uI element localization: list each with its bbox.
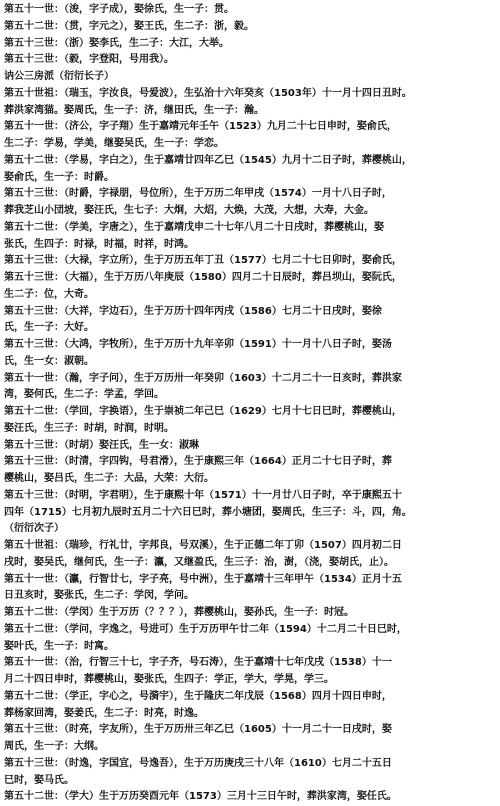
text-line: 第五十三世：（大鸿，字牧所），生于万历十九年辛卯（1591）十一月十八日子时，娶汤 xyxy=(4,339,392,350)
text-line: 第五十一世：（浚，字子成），娶徐氏，生一子：贯。 xyxy=(4,4,234,15)
text-line: 葬我芝山小団坡，娶汪氏，生七子：大炯，大炤，大焕，大茂，大想，大寿，大金。 xyxy=(4,205,374,216)
text-line: 张氏，生四子：时禄，时福，时祥，时鸿。 xyxy=(4,238,194,250)
text-line: 生二子：位，大奇。 xyxy=(4,288,94,300)
text-line: 第五十二世：（学美，字唐之），生于嘉靖戊申二十七年八月二十日戌时，葬樱桃山，娶 xyxy=(4,221,384,233)
text-line: 第五十三世：（时胡）娶汪氏，生一女：淑琳 xyxy=(4,439,199,451)
text-line: 第五十三世：（时清，字四钩，号君滑），生于康熙三年（1664）正月二十七日子时，葬 xyxy=(4,456,392,468)
text-line: 第五十二世：（贯，字元之），娶王氏，生二子：浙，毅。 xyxy=(4,20,254,32)
text-line: 第五十一世：（瀛，行智廿七，字子亮，号中洲），生于嘉靖十三年甲午（1534）正月十五 xyxy=(4,573,402,585)
genealogy-document xyxy=(4,2,496,806)
text-line: 日丑亥时，娶张氏，生二子：学闵，学问。 xyxy=(4,590,194,602)
text-line: 氏，生一女：淑朝。 xyxy=(4,355,94,367)
text-line: 巳时，娶马氏。 xyxy=(4,774,74,786)
text-line: 第五十三世：（时亮，字友所），生于万历卅三年乙巳（1605）十一月二十一日戌时，娶 xyxy=(4,724,392,736)
text-line: 湾，娶何氏，生二子：学孟，学回。 xyxy=(4,389,164,401)
text-line: 第五十一世：（治，行智三十七，字子齐，号石涛），生于嘉靖十七年戊戌（1538）十一 xyxy=(4,657,392,669)
text-line: 第五十三世：（时爵，字禄朋，号位所），生于万历二年甲戌（1574）一月十八日子时， xyxy=(4,188,392,200)
text-line: 氏，生一子：大好。 xyxy=(4,322,94,334)
text-line: 第五十世祖：（瑞珍，行礼廿，字邦良，号双溪），生于正德二年丁卯（1507）四月初二日 xyxy=(4,540,402,551)
text-line: 第五十三世：（时明，字君明），生于康熙十年（1571）十一月廿八日子时，卒于康熙五十 xyxy=(4,489,402,501)
text-line: 樱桃山，娶吕氏，生二子：大品，大荣：大衍。 xyxy=(4,473,214,484)
text-line: 第五十二世：（学问，字逸之，号进可）生于万历甲午廿二年（1594）十二月二十日巳时， xyxy=(4,623,407,635)
text-line: （衍衍次子） xyxy=(4,523,64,535)
text-line: 葬洪家湾猫。娶周氏，生一子：济，继田氏，生一子：瀚。 xyxy=(4,104,264,116)
text-line: 第五十二世：（学大）生于万历癸酉元年（1573）三月十三日午时，葬洪家湾，娶任氏。 xyxy=(4,791,397,803)
text-line: 第五十三世：（浙）娶李氏，生二子：大江，大举。 xyxy=(4,37,229,49)
text-line: 葬杨家回湾，娶姜氏，生二子：时亮，时逸。 xyxy=(4,707,204,719)
text-line: 生二子：学易，学美，继娶吴氏，生一子：学恋。 xyxy=(4,138,224,149)
text-line: 第五十三世：（时逸，字国宜，号逸吾），生于万历庚戌三十八年（1610）七月二十五日 xyxy=(4,757,392,769)
text-line: 周氏，生一子：大纲。 xyxy=(4,741,104,752)
text-line: 戌时，娶吴氏，继何氏，生一子：瀛，又继盈氏，生三子：治，澍，（浇，娶胡氏，止）。 xyxy=(4,556,394,568)
text-line: 第五十世祖：（瑞玉，字汝良，号爱波），生弘治十六年癸亥（1503年）十一月十四日丑时。 xyxy=(4,87,412,99)
text-line: 第五十三世：（大祥，字边石），生于万历十四年丙戌（1586）七月二十日戌时，娶徐 xyxy=(4,305,382,317)
text-line: 讷公三房派（衍衍长子） xyxy=(4,71,114,82)
text-line: 第五十三世：（大禄，字立所），生于万历五年丁丑（1577）七月二十七日卯时，娶俞氏， xyxy=(4,255,402,267)
text-line: 第五十二世：（学回，字换语），生于崇祯二年己巳（1629）七月十七日巳时，葬樱桃山， xyxy=(4,406,402,417)
text-line: 第五十一世：（瀚，字子问），生于万历卅一年癸卯（1603）十二月二十一日亥时，葬洪家 xyxy=(4,372,402,384)
text-line: 娶俞氏，生一子：时爵。 xyxy=(4,171,114,183)
text-line: 第五十二世：（学易，字白之），生于嘉靖廿四年乙巳（1545）九月十二日子时，葬樱桃山， xyxy=(4,154,412,166)
text-line: 四年（1715）七月初九辰时五月二十六日巳时，葬小塘团，娶周氏，生三子：斗，四，角。 xyxy=(4,506,412,518)
text-line: 第五十一世：（济公，字子翔）生于嘉靖元年壬午（1523）九月二十七日申时，娶俞氏， xyxy=(4,121,397,133)
text-line: 娶汪氏，生三子：时胡，时润，时明。 xyxy=(4,422,174,434)
text-line: 第五十三世：（毅，字登阳，号用我）。 xyxy=(4,54,174,66)
text-line: 第五十二世：（学正，字心之，号漪宇），生于隆庆二年戊辰（1568）四月十四日申时， xyxy=(4,690,392,702)
text-line: 第五十三世：（大福），生于万历八年庚辰（1580）四月二十日辰时，葬吕坝山，娶阮氏， xyxy=(4,272,402,283)
text-line: 第五十二世：（学闵）生于万历（？？？），葬樱桃山，娶孙氏，生一子：时冠。 xyxy=(4,607,354,618)
text-line: 娶叶氏，生一子：时寓。 xyxy=(4,640,114,652)
text-line: 月二十四日申时，葬樱桃山，娶张氏，生四子：学正，学大，学晃，学三。 xyxy=(4,674,334,685)
